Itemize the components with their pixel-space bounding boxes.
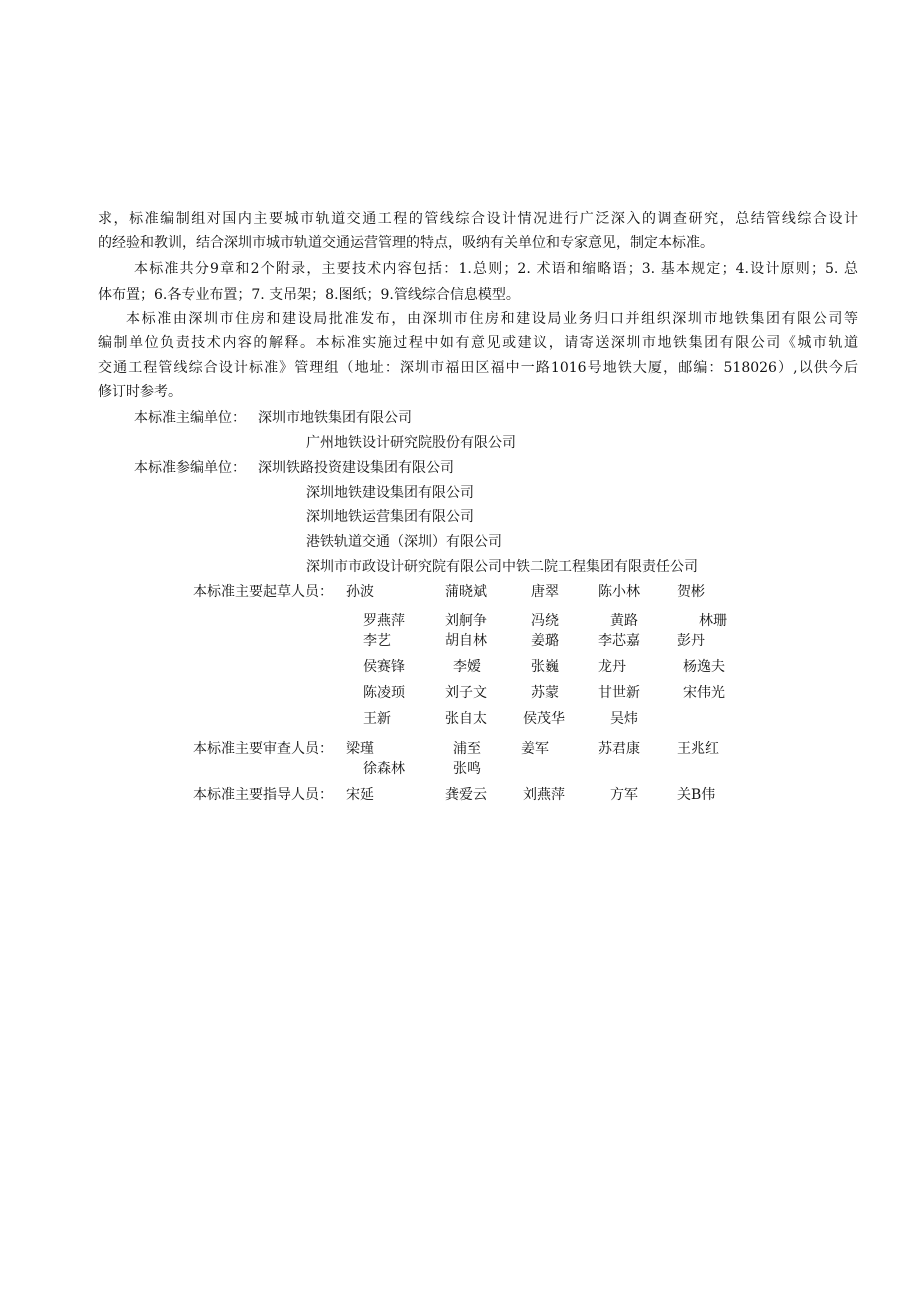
reviewer-name: 王兆红	[677, 741, 719, 757]
drafter-name: 刘子文	[445, 685, 487, 701]
paragraph-1-line-1: 求，标准编制组对国内主要城市轨道交通工程的管线综合设计情况进行广泛深入的调查研究，总结管线综合设计	[98, 211, 858, 227]
drafter-name: 李芯嘉	[598, 633, 640, 649]
reviewer-name: 张鸣	[453, 761, 481, 777]
drafter-name: 李艺	[363, 633, 391, 649]
drafter-name: 林珊	[699, 613, 727, 629]
participant-unit: 深圳地铁建设集团有限公司	[306, 485, 474, 501]
paragraph-3-line-2: 编制单位负责技术内容的解释。本标准实施过程中如有意见或建议，请寄送深圳市地铁集团有限公司《城市轨道	[98, 335, 858, 351]
guide-name: 方军	[610, 787, 638, 803]
drafter-name: 宋伟光	[683, 685, 725, 701]
participant-unit: 港铁轨道交通（深圳）有限公司	[306, 534, 502, 550]
reviewer-name: 浦至	[453, 741, 481, 757]
drafter-name: 苏蒙	[531, 685, 559, 701]
drafter-name: 蒲晓斌	[445, 584, 487, 600]
guide-name: 关B伟	[677, 787, 716, 803]
drafter-name: 姜璐	[531, 633, 559, 649]
drafter-name: 贺彬	[677, 584, 705, 600]
paragraph-3-line-1: 本标准由深圳市住房和建设局批准发布，由深圳市住房和建设局业务归口并组织深圳市地铁集团有限公司等	[126, 311, 858, 327]
drafter-name: 甘世新	[598, 685, 640, 701]
drafter-name: 张自太	[445, 711, 487, 727]
chief-editor-unit: 广州地铁设计研究院股份有限公司	[306, 435, 516, 451]
drafter-name: 吴炜	[610, 711, 638, 727]
drafter-name: 黄路	[610, 613, 638, 629]
reviewer-name: 姜军	[521, 741, 549, 757]
chief-editor-unit: 深圳市地铁集团有限公司	[258, 410, 412, 426]
guide-name: 刘燕萍	[523, 787, 565, 803]
drafter-name: 刘舸争	[445, 613, 487, 629]
guides-label: 本标准主要指导人员：	[193, 787, 333, 803]
reviewer-name: 梁瑾	[346, 741, 374, 757]
participant-unit: 深圳铁路投资建设集团有限公司	[258, 460, 454, 476]
guide-name: 宋延	[346, 787, 374, 803]
drafter-name: 陈小林	[598, 584, 640, 600]
drafter-name: 彭丹	[677, 633, 705, 649]
drafter-name: 张巍	[531, 659, 559, 675]
drafter-name: 胡自林	[445, 633, 487, 649]
paragraph-3-line-4: 修订时参考。	[98, 384, 182, 400]
drafter-name: 陈凌顼	[363, 685, 405, 701]
drafter-name: 杨逸夫	[683, 659, 725, 675]
drafter-name: 唐翠	[531, 584, 559, 600]
reviewer-name: 苏君康	[598, 741, 640, 757]
drafter-name: 李嫒	[453, 659, 481, 675]
drafter-name: 王新	[363, 711, 391, 727]
drafter-name: 罗燕萍	[363, 613, 405, 629]
paragraph-2-line-1: 本标准共分9章和2个附录，主要技术内容包括：1.总则；2. 术语和缩略语；3. 基本规定；4.设计原则；5. 总	[134, 261, 858, 277]
drafter-name: 侯赛锋	[363, 659, 405, 675]
paragraph-1-line-2: 的经验和教训，结合深圳市城市轨道交通运营管理的特点，吸纳有关单位和专家意见，制定本标准。	[98, 235, 714, 251]
drafter-name: 孙波	[346, 584, 374, 600]
participant-unit: 深圳市市政设计研究院有限公司中铁二院工程集团有限责任公司	[306, 559, 698, 575]
participant-unit: 深圳地铁运营集团有限公司	[306, 509, 474, 525]
paragraph-2-line-2: 体布置；6.各专业布置；7. 支吊架；8.图纸；9.管线综合信息模型。	[98, 287, 520, 303]
reviewers-label: 本标准主要审查人员：	[193, 741, 333, 757]
drafter-name: 侯茂华	[523, 711, 565, 727]
reviewer-name: 徐森林	[363, 761, 405, 777]
drafter-name: 冯绕	[531, 613, 559, 629]
paragraph-3-line-3: 交通工程管线综合设计标准》管理组（地址：深圳市福田区福中一路1016号地铁大厦，邮编：518026）,以供今后	[98, 360, 858, 376]
chief-editor-label: 本标准主编单位：	[134, 410, 246, 426]
guide-name: 龚爱云	[445, 787, 487, 803]
drafter-name: 龙丹	[598, 659, 626, 675]
drafters-label: 本标准主要起草人员：	[193, 584, 333, 600]
participants-label: 本标准参编单位：	[134, 460, 246, 476]
